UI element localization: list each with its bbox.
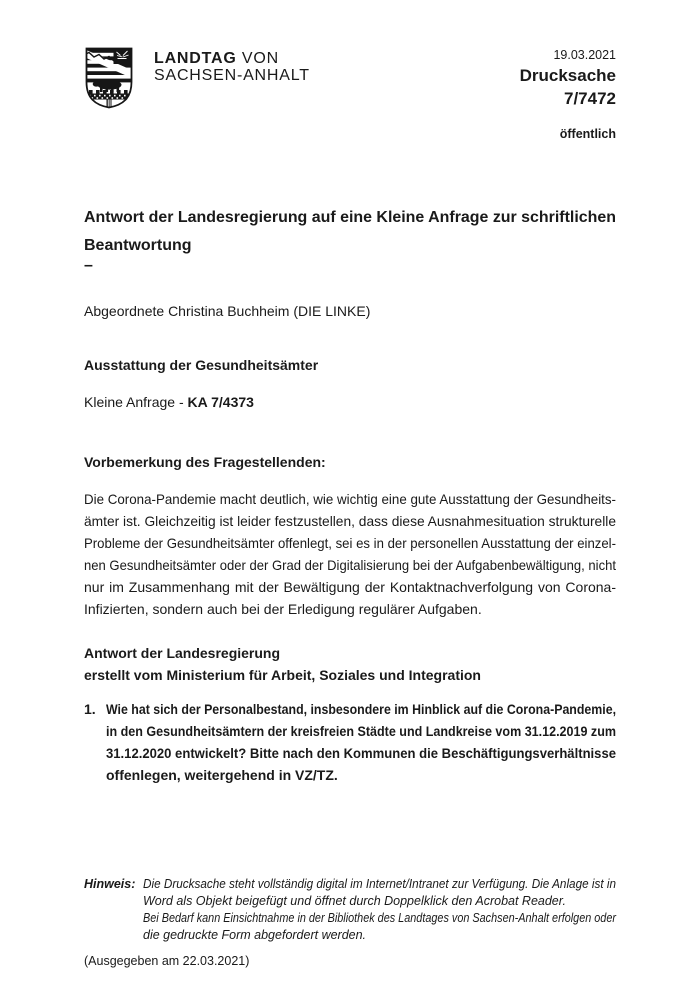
preliminary-heading: Vorbemerkung des Fragestellenden: bbox=[84, 454, 326, 470]
text-line: Antwort der Landesregierung auf eine Kleine Anfrage zur schriftlichen bbox=[84, 209, 616, 226]
text-line: ämter ist. Gleichzeitig ist leider festzustellen, dass diese Ausnahmesituation strukturelle bbox=[84, 513, 616, 529]
reference-line bbox=[84, 391, 616, 413]
text-line: offenlegen, weitergehend in VZ/TZ. bbox=[106, 767, 338, 783]
note-label: Hinweis: bbox=[84, 877, 136, 891]
header-right-block bbox=[310, 47, 616, 143]
text-line: Infizierten, sondern auch bei der Erledigung regulärer Aufgaben. bbox=[84, 601, 482, 617]
answer-heading-line2: erstellt vom Ministerium für Arbeit, Soziales und Integration bbox=[84, 667, 481, 683]
title-dash: – bbox=[84, 257, 93, 274]
wordmark-line2: SACHSEN-ANHALT bbox=[154, 67, 310, 84]
text-line: Die Corona-Pandemie macht deutlich, wie wichtig eine gute Ausstattung der Gesundheits- bbox=[84, 491, 616, 507]
text-line: nen Gesundheitsämter oder der Grad der Digitalisierung bei der Aufgabenbewältigung, nicht bbox=[84, 557, 616, 573]
document-type: Drucksache bbox=[519, 66, 616, 85]
wordmark-line1-rest: VON bbox=[236, 50, 279, 67]
text-line: Die Drucksache steht vollständig digital im Internet/Intranet zur Verfügung. Die Anlage ist in bbox=[143, 877, 616, 891]
footer-note bbox=[84, 876, 616, 944]
answer-heading bbox=[84, 642, 616, 686]
issued-line: (Ausgegeben am 22.03.2021) bbox=[84, 954, 250, 968]
text-line: nur im Zusammenhang mit der Bewältigung der Kontaktnachverfolgung von Corona- bbox=[84, 579, 616, 595]
document-date: 19.03.2021 bbox=[553, 48, 616, 62]
question-text bbox=[106, 698, 616, 786]
note-text bbox=[143, 876, 616, 944]
document-title bbox=[84, 204, 616, 260]
text-line: Wie hat sich der Personalbestand, insbesondere im Hinblick auf die Corona-Pandemie, bbox=[106, 701, 616, 717]
text-line: Bei Bedarf kann Einsichtnahme in der Bibliothek des Landtages von Sachsen-Anhalt erfolgen oder bbox=[143, 911, 616, 925]
question-number: 1. bbox=[84, 701, 96, 717]
reference-number: KA 7/4373 bbox=[187, 394, 254, 410]
text-line: Word als Objekt beigefügt und öffnet durch Doppelklick den Acrobat Reader. bbox=[143, 894, 566, 908]
author-line: Abgeordnete Christina Buchheim (DIE LINKE) bbox=[84, 303, 371, 319]
document-header bbox=[84, 46, 616, 143]
answer-heading-line1: Antwort der Landesregierung bbox=[84, 645, 281, 661]
text-line: Probleme der Gesundheitsämter offenlegt, sei es in der personellen Ausstattung der einzel- bbox=[84, 535, 616, 551]
note-paragraph-1 bbox=[143, 876, 616, 910]
note-paragraph-2 bbox=[143, 910, 616, 944]
sachsen-anhalt-coat-of-arms-icon bbox=[84, 46, 134, 110]
wordmark-line1-bold: LANDTAG bbox=[154, 50, 237, 67]
preliminary-paragraph bbox=[84, 488, 616, 620]
subject-heading: Ausstattung der Gesundheitsämter bbox=[84, 357, 319, 373]
text-line: die gedruckte Form abgefordert werden. bbox=[143, 928, 367, 942]
landtag-wordmark bbox=[154, 50, 310, 84]
text-line: in den Gesundheitsämtern der kreisfreien Städte und Landkreise vom 31.12.2019 zum bbox=[106, 723, 616, 739]
document-number: 7/7472 bbox=[564, 89, 616, 108]
text-line: 31.12.2020 entwickelt? Bitte nach den Kommunen die Beschäftigungsverhältnisse bbox=[106, 745, 616, 761]
question-item bbox=[84, 698, 616, 786]
reference-prefix: Kleine Anfrage - bbox=[84, 394, 188, 410]
visibility-label: öffentlich bbox=[559, 127, 616, 141]
text-line: Beantwortung bbox=[84, 237, 192, 254]
